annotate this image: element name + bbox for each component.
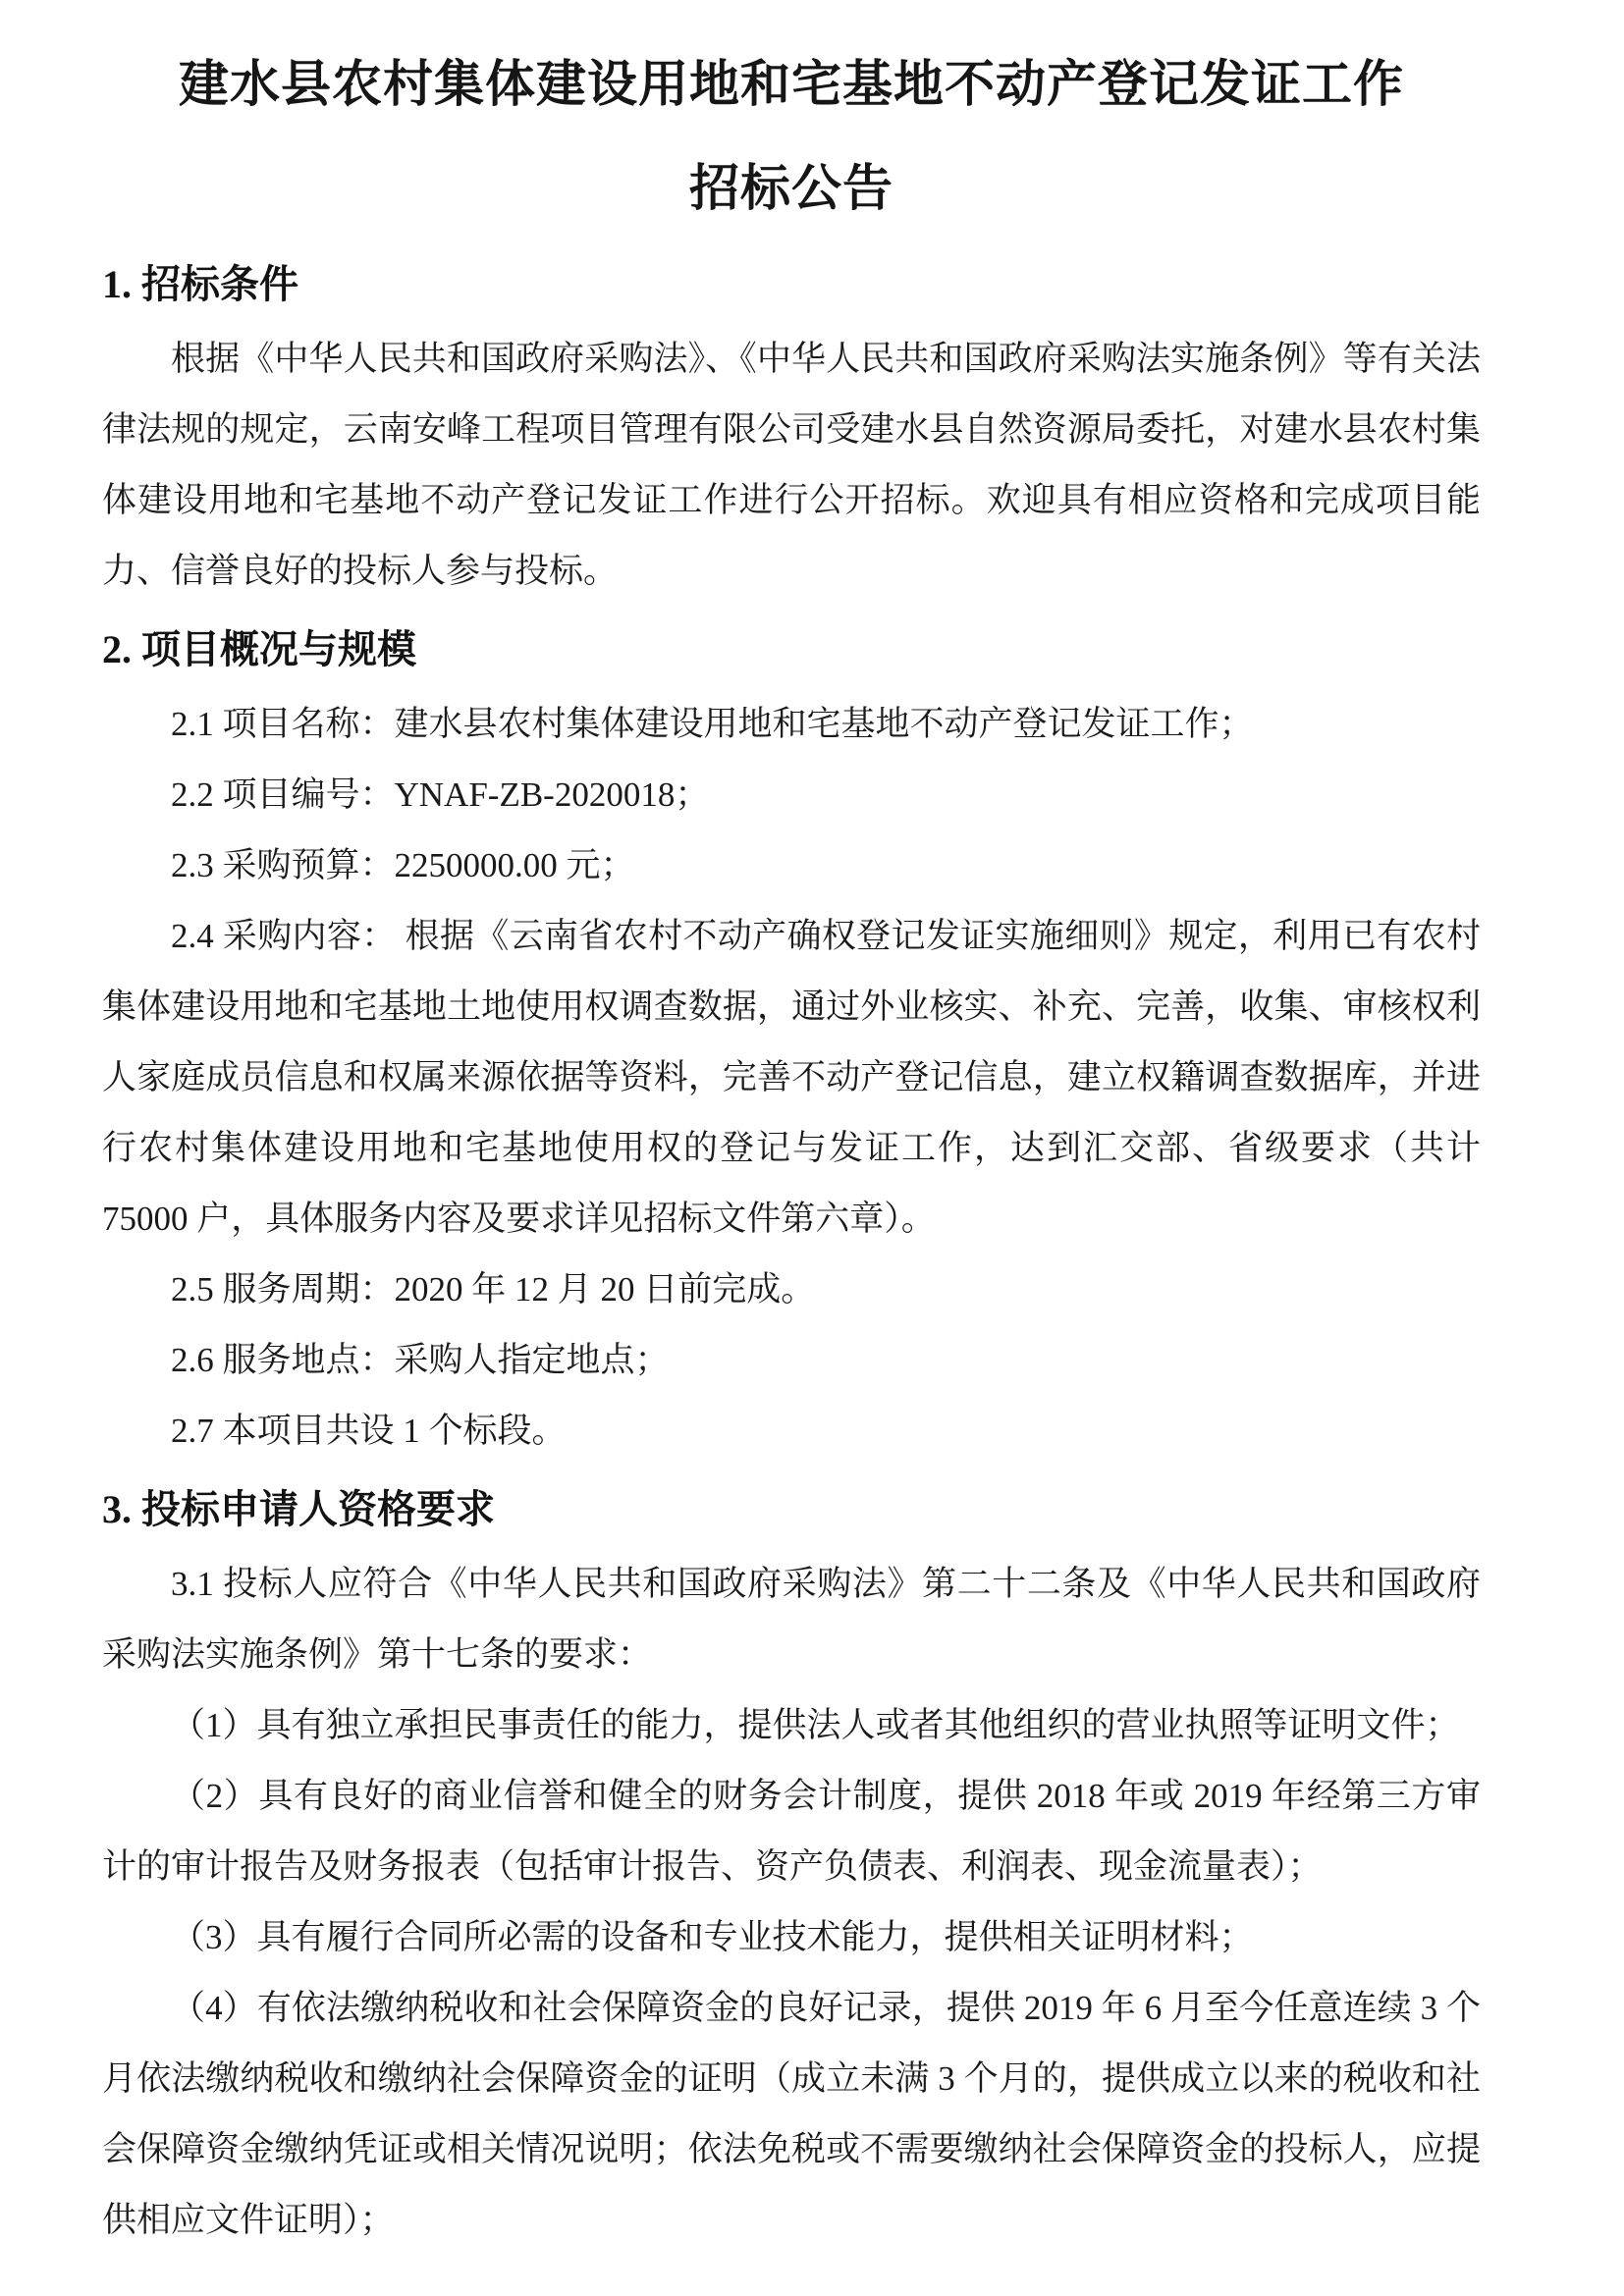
paragraph-2-2: 2.2 项目编号：YNAF-ZB-2020018； — [171, 775, 710, 814]
section-heading-3: 3. 投标申请人资格要求 — [102, 1487, 495, 1531]
paragraph-3-item-1: （1）具有独立承担民事责任的能力，提供法人或者其他组织的营业执照等证明文件； — [171, 1706, 1460, 1744]
paragraph-3-item-4: （4）有依法缴纳税收和社会保障资金的良好记录，提供 2019 年 6 月至今任意连续 3 个月依法缴纳税收和缴纳社会保障资金的证明（成立未满 3 个月的，提供成立以来的税收和社会保障资金缴纳凭证或相关情况说明；依法免税或不需要缴纳社会保障资金的投标人，应提供相应文件证明）； — [102, 1989, 1481, 2239]
document-title-line-1: 建水县农村集体建设用地和宅基地不动产登记发证工作 — [178, 58, 1404, 113]
paragraph-3-item-3: （3）具有履行合同所必需的设备和专业技术能力，提供相关证明材料； — [171, 1918, 1254, 1956]
section-bidding-conditions — [102, 249, 1481, 607]
section-bidder-qualifications — [102, 1474, 1481, 2256]
section-project-overview — [102, 614, 1481, 1467]
paragraph-2-7: 2.7 本项目共设 1 个标段。 — [171, 1412, 567, 1450]
paragraph-1-1: 根据《中华人民共和国政府采购法》、《中华人民共和国政府采购法实施条例》等有关法律法规的规定，云南安峰工程项目管理有限公司受建水县自然资源局委托，对建水县农村集体建设用地和宅基地不动产登记发证工作进行公开招标。欢迎具有相应资格和完成项目能力、信誉良好的投标人参与投标。 — [102, 340, 1481, 590]
section-heading-1: 1. 招标条件 — [102, 262, 298, 306]
paragraph-3-item-2: （2）具有良好的商业信誉和健全的财务会计制度，提供 2018 年或 2019 年经第三方审计的审计报告及财务报表（包括审计报告、资产负债表、利润表、现金流量表）； — [102, 1777, 1481, 1886]
document-title — [102, 33, 1481, 241]
paragraph-2-4: 2.4 采购内容： 根据《云南省农村不动产确权登记发证实施细则》规定，利用已有农村集体建设用地和宅基地土地使用权调查数据，通过外业核实、补充、完善，收集、审核权利人家庭成员信息和权属来源依据等资料，完善不动产登记信息，建立权籍调查数据库，并进行农村集体建设用地和宅基地使用权的登记与发证工作，达到汇交部、省级要求（共计 75000 户，具体服务内容及要求详见招标文件第六章）。 — [102, 917, 1481, 1238]
paragraph-2-6: 2.6 服务地点：采购人指定地点； — [171, 1341, 670, 1379]
section-heading-2: 2. 项目概况与规模 — [102, 627, 416, 671]
paragraph-2-5: 2.5 服务周期：2020 年 12 月 20 日前完成。 — [171, 1270, 816, 1308]
paragraph-2-3: 2.3 采购预算：2250000.00 元； — [171, 846, 635, 884]
paragraph-3-1: 3.1 投标人应符合《中华人民共和国政府采购法》第二十二条及《中华人民共和国政府采购法实施条例》第十七条的要求： — [102, 1565, 1481, 1674]
paragraph-2-1: 2.1 项目名称：建水县农村集体建设用地和宅基地不动产登记发证工作； — [171, 705, 1254, 743]
document-title-line-2: 招标公告 — [688, 162, 893, 217]
